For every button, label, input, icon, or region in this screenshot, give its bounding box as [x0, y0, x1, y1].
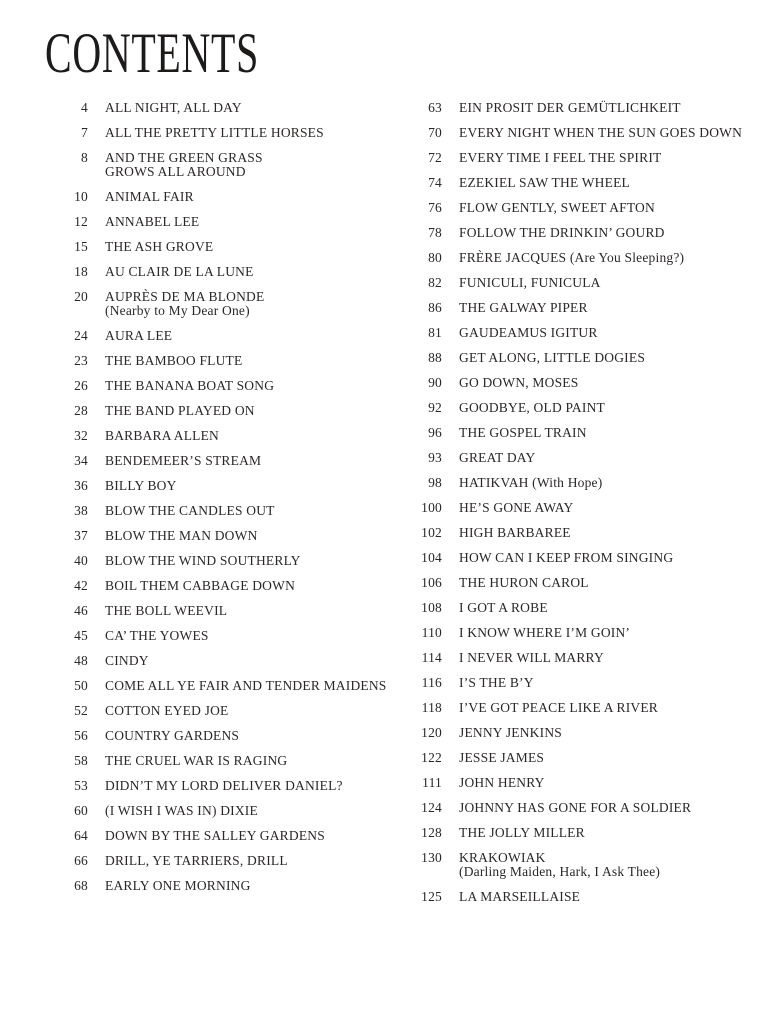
toc-page-number: 18 [74, 264, 88, 279]
toc-page-number: 74 [428, 175, 442, 190]
toc-page-number: 78 [428, 225, 442, 240]
toc-title-block [459, 601, 749, 615]
toc-song-title: BLOW THE WIND SOUTHERLY [105, 553, 301, 568]
toc-page-number: 48 [74, 653, 88, 668]
toc-title-block [105, 829, 395, 843]
toc-entry [399, 451, 749, 465]
toc-entry [399, 201, 749, 215]
toc-title-block [459, 551, 749, 565]
toc-song-title: DIDN’T MY LORD DELIVER DANIEL? [105, 778, 343, 793]
toc-title-block [459, 176, 749, 190]
toc-page-number: 116 [421, 675, 442, 690]
toc-page-number: 28 [74, 403, 88, 418]
toc-page-number: 100 [421, 500, 442, 515]
toc-song-title: DRILL, YE TARRIERS, DRILL [105, 853, 288, 868]
toc-page-number: 7 [81, 125, 88, 140]
toc-entry [45, 604, 395, 618]
toc-entry [399, 376, 749, 390]
toc-song-title: ANNABEL LEE [105, 214, 200, 229]
toc-entry [399, 851, 749, 879]
toc-title-block [459, 326, 749, 340]
toc-entry [45, 504, 395, 518]
toc-entry [399, 776, 749, 790]
toc-title-block [459, 476, 749, 490]
toc-title-block [105, 479, 395, 493]
toc-entry [399, 701, 749, 715]
toc-title-block [459, 276, 749, 290]
toc-title-block [105, 579, 395, 593]
toc-entry [399, 801, 749, 815]
toc-page-number: 70 [428, 125, 442, 140]
toc-title-block [105, 779, 395, 793]
toc-song-title: EVERY NIGHT WHEN THE SUN GOES DOWN [459, 125, 743, 140]
toc-entry [45, 151, 395, 179]
toc-entry [45, 704, 395, 718]
toc-page-number: 26 [74, 378, 88, 393]
toc-page-number: 58 [74, 753, 88, 768]
toc-song-title: AURA LEE [105, 328, 173, 343]
toc-page-number: 86 [428, 300, 442, 315]
toc-page-number: 93 [428, 450, 442, 465]
toc-song-title: HIGH BARBAREE [459, 525, 571, 540]
toc-entry [45, 215, 395, 229]
toc-title-block [105, 404, 395, 418]
toc-page-number: 82 [428, 275, 442, 290]
toc-song-title: LA MARSEILLAISE [459, 889, 581, 904]
toc-entry [399, 301, 749, 315]
toc-song-title: KRAKOWIAK [459, 850, 546, 865]
toc-title-block [105, 604, 395, 618]
toc-page-number: 66 [74, 853, 88, 868]
toc-song-title: THE HURON CAROL [459, 575, 589, 590]
toc-song-title: ALL NIGHT, ALL DAY [105, 100, 242, 115]
toc-page-number: 110 [421, 625, 442, 640]
toc-song-title: I GOT A ROBE [459, 600, 548, 615]
toc-song-title: JOHNNY HAS GONE FOR A SOLDIER [459, 800, 692, 815]
toc-title-block [459, 201, 749, 215]
toc-page-number: 124 [421, 800, 442, 815]
toc-song-title: GET ALONG, LITTLE DOGIES [459, 350, 646, 365]
toc-song-title: BOIL THEM CABBAGE DOWN [105, 578, 296, 593]
toc-page-number: 37 [74, 528, 88, 543]
toc-entry [45, 190, 395, 204]
toc-song-title: I NEVER WILL MARRY [459, 650, 604, 665]
toc-song-subtitle: (Nearby to My Dear One) [105, 303, 250, 318]
toc-page-number: 53 [74, 778, 88, 793]
toc-page-number: 40 [74, 553, 88, 568]
toc-page-number: 32 [74, 428, 88, 443]
toc-title-block [105, 854, 395, 868]
toc-song-title: EZEKIEL SAW THE WHEEL [459, 175, 630, 190]
toc-title-block [459, 451, 749, 465]
toc-song-title: COUNTRY GARDENS [105, 728, 240, 743]
toc-title-block [105, 454, 395, 468]
toc-entry [399, 151, 749, 165]
toc-page-number: 10 [74, 189, 88, 204]
toc-page-number: 106 [421, 575, 442, 590]
toc-song-title: HOW CAN I KEEP FROM SINGING [459, 550, 674, 565]
toc-song-title: CINDY [105, 653, 149, 668]
toc-page-number: 38 [74, 503, 88, 518]
toc-entry [45, 654, 395, 668]
toc-entry [45, 290, 395, 318]
toc-entry [399, 601, 749, 615]
toc-title-block [105, 290, 395, 318]
toc-page-number: 98 [428, 475, 442, 490]
toc-title-block [105, 429, 395, 443]
toc-page-number: 23 [74, 353, 88, 368]
toc-page-number: 42 [74, 578, 88, 593]
toc-title-block [459, 726, 749, 740]
toc-page-number: 56 [74, 728, 88, 743]
toc-title-block [105, 265, 395, 279]
toc-title-block [105, 704, 395, 718]
toc-entry [399, 226, 749, 240]
toc-entry [45, 779, 395, 793]
toc-page-number: 36 [74, 478, 88, 493]
toc-entry [399, 101, 749, 115]
toc-page-number: 64 [74, 828, 88, 843]
toc-title-block [105, 151, 395, 179]
toc-song-title: AU CLAIR DE LA LUNE [105, 264, 254, 279]
toc-title-block [105, 654, 395, 668]
toc-page-number: 63 [428, 100, 442, 115]
toc-song-title: THE ASH GROVE [105, 239, 214, 254]
toc-title-block [105, 804, 395, 818]
toc-title-block [459, 376, 749, 390]
toc-entry [45, 454, 395, 468]
toc-title-block [459, 501, 749, 515]
toc-column-left [45, 101, 395, 904]
toc-entry [399, 126, 749, 140]
toc-page-number: 20 [74, 289, 88, 304]
toc-entry [399, 276, 749, 290]
toc-entry [45, 379, 395, 393]
toc-title-block [105, 729, 395, 743]
toc-entry [399, 501, 749, 515]
toc-entry [45, 879, 395, 893]
toc-page-number: 80 [428, 250, 442, 265]
toc-entry [45, 354, 395, 368]
toc-entry [399, 826, 749, 840]
toc-song-title: ALL THE PRETTY LITTLE HORSES [105, 125, 324, 140]
toc-song-title: THE BOLL WEEVIL [105, 603, 228, 618]
toc-entry [399, 476, 749, 490]
toc-entry [45, 529, 395, 543]
toc-title-block [459, 526, 749, 540]
toc-song-title: GREAT DAY [459, 450, 536, 465]
toc-page-number: 90 [428, 375, 442, 390]
toc-title-block [105, 215, 395, 229]
toc-title-block [459, 626, 749, 640]
toc-song-title: FOLLOW THE DRINKIN’ GOURD [459, 225, 665, 240]
toc-entry [399, 551, 749, 565]
toc-title-block [459, 226, 749, 240]
toc-song-title: FRÈRE JACQUES (Are You Sleeping?) [459, 250, 685, 265]
toc-entry [45, 329, 395, 343]
toc-title-block [459, 890, 749, 904]
toc-song-title: FUNICULI, FUNICULA [459, 275, 601, 290]
toc-entry [399, 351, 749, 365]
toc-page-number: 104 [421, 550, 442, 565]
toc-song-title: AND THE GREEN GRASS [105, 150, 263, 165]
toc-song-subtitle: GROWS ALL AROUND [105, 164, 246, 179]
toc-page-number: 92 [428, 400, 442, 415]
toc-entry [399, 726, 749, 740]
toc-title-block [105, 504, 395, 518]
toc-entry [45, 554, 395, 568]
toc-song-title: ANIMAL FAIR [105, 189, 194, 204]
toc-title-block [459, 751, 749, 765]
toc-entry [45, 126, 395, 140]
toc-title-block [105, 529, 395, 543]
toc-song-title: JESSE JAMES [459, 750, 545, 765]
toc-page-number: 102 [421, 525, 442, 540]
toc-entry [399, 890, 749, 904]
toc-song-title: THE GOSPEL TRAIN [459, 425, 587, 440]
toc-page-number: 125 [421, 889, 442, 904]
toc-title-block [105, 354, 395, 368]
toc-entry [45, 265, 395, 279]
toc-song-title: EVERY TIME I FEEL THE SPIRIT [459, 150, 662, 165]
toc-entry [45, 240, 395, 254]
toc-entry [399, 326, 749, 340]
toc-title-block [105, 554, 395, 568]
toc-entry [45, 479, 395, 493]
toc-song-title: EARLY ONE MORNING [105, 878, 251, 893]
toc-entry [45, 854, 395, 868]
toc-entry [45, 101, 395, 115]
toc-column-right [399, 101, 749, 915]
toc-entry [45, 829, 395, 843]
toc-entry [45, 404, 395, 418]
toc-page-number: 4 [81, 100, 88, 115]
toc-song-title: CA’ THE YOWES [105, 628, 209, 643]
toc-song-title: I KNOW WHERE I’M GOIN’ [459, 625, 631, 640]
toc-title-block [459, 701, 749, 715]
toc-entry [399, 176, 749, 190]
toc-song-title: BILLY BOY [105, 478, 177, 493]
toc-song-title: I’VE GOT PEACE LIKE A RIVER [459, 700, 659, 715]
toc-title-block [459, 801, 749, 815]
toc-song-title: GOODBYE, OLD PAINT [459, 400, 605, 415]
toc-song-title: I’S THE B’Y [459, 675, 534, 690]
toc-title-block [105, 679, 395, 693]
toc-title-block [459, 301, 749, 315]
toc-page-number: 122 [421, 750, 442, 765]
toc-entry [45, 679, 395, 693]
toc-song-title: HATIKVAH (With Hope) [459, 475, 603, 490]
toc-song-title: THE BANANA BOAT SONG [105, 378, 275, 393]
toc-entry [399, 751, 749, 765]
toc-title-block [459, 651, 749, 665]
toc-song-title: COME ALL YE FAIR AND TENDER MAIDENS [105, 678, 387, 693]
toc-entry [399, 576, 749, 590]
toc-song-title: AUPRÈS DE MA BLONDE [105, 289, 265, 304]
toc-song-title: JOHN HENRY [459, 775, 545, 790]
toc-page-number: 76 [428, 200, 442, 215]
toc-song-title: GO DOWN, MOSES [459, 375, 579, 390]
toc-song-title: JENNY JENKINS [459, 725, 562, 740]
toc-song-title: FLOW GENTLY, SWEET AFTON [459, 200, 655, 215]
toc-title-block [459, 151, 749, 165]
toc-page-number: 12 [74, 214, 88, 229]
toc-song-title: THE GALWAY PIPER [459, 300, 588, 315]
toc-page-number: 45 [74, 628, 88, 643]
toc-page-number: 8 [81, 150, 88, 165]
toc-entry [399, 526, 749, 540]
toc-song-title: BENDEMEER’S STREAM [105, 453, 262, 468]
toc-page-number: 88 [428, 350, 442, 365]
toc-song-title: THE JOLLY MILLER [459, 825, 585, 840]
toc-entry [45, 754, 395, 768]
toc-title-block [105, 190, 395, 204]
toc-entry [399, 426, 749, 440]
toc-page-number: 46 [74, 603, 88, 618]
toc-title-block [459, 101, 749, 115]
toc-entry [45, 804, 395, 818]
toc-page-number: 24 [74, 328, 88, 343]
toc-song-subtitle: (Darling Maiden, Hark, I Ask Thee) [459, 864, 661, 879]
toc-title-block [105, 379, 395, 393]
toc-page-number: 130 [421, 850, 442, 865]
toc-title-block [105, 629, 395, 643]
toc-title-block [459, 401, 749, 415]
toc-song-title: GAUDEAMUS IGITUR [459, 325, 598, 340]
toc-page-number: 96 [428, 425, 442, 440]
toc-page-number: 118 [421, 700, 442, 715]
toc-title-block [459, 776, 749, 790]
toc-page-number: 15 [74, 239, 88, 254]
toc-song-title: BARBARA ALLEN [105, 428, 219, 443]
toc-entry [45, 579, 395, 593]
toc-title-block [105, 329, 395, 343]
toc-page-number: 52 [74, 703, 88, 718]
toc-title-block [459, 251, 749, 265]
toc-title-block [459, 851, 749, 879]
toc-page-number: 34 [74, 453, 88, 468]
toc-page-number: 120 [421, 725, 442, 740]
toc-entry [45, 729, 395, 743]
toc-entry [399, 251, 749, 265]
toc-title-block [105, 126, 395, 140]
toc-title-block [459, 826, 749, 840]
toc-song-title: THE BAMBOO FLUTE [105, 353, 243, 368]
toc-song-title: BLOW THE CANDLES OUT [105, 503, 275, 518]
toc-song-title: HE’S GONE AWAY [459, 500, 574, 515]
toc-title-block [459, 351, 749, 365]
toc-song-title: BLOW THE MAN DOWN [105, 528, 258, 543]
toc-song-title: THE BAND PLAYED ON [105, 403, 255, 418]
toc-title-block [105, 101, 395, 115]
toc-song-title: DOWN BY THE SALLEY GARDENS [105, 828, 325, 843]
toc-song-title: (I WISH I WAS IN) DIXIE [105, 803, 258, 818]
toc-title-block [105, 879, 395, 893]
toc-page-number: 72 [428, 150, 442, 165]
toc-page-number: 60 [74, 803, 88, 818]
toc-page-number: 128 [421, 825, 442, 840]
toc-title-block [459, 676, 749, 690]
toc-entry [45, 629, 395, 643]
toc-entry [399, 651, 749, 665]
toc-page-number: 108 [421, 600, 442, 615]
toc-song-title: COTTON EYED JOE [105, 703, 229, 718]
toc-title-block [459, 426, 749, 440]
toc-song-title: EIN PROSIT DER GEMÜTLICHKEIT [459, 100, 681, 115]
toc-entry [45, 429, 395, 443]
toc-entry [399, 676, 749, 690]
toc-title-block [459, 126, 749, 140]
toc-title-block [105, 240, 395, 254]
toc-entry [399, 626, 749, 640]
toc-title-block [105, 754, 395, 768]
page-title: CONTENTS [45, 22, 259, 85]
toc-page-number: 114 [421, 650, 442, 665]
toc-page-number: 68 [74, 878, 88, 893]
toc-page-number: 50 [74, 678, 88, 693]
toc-entry [399, 401, 749, 415]
toc-song-title: THE CRUEL WAR IS RAGING [105, 753, 288, 768]
toc-page-number: 111 [422, 775, 442, 790]
toc-page-number: 81 [428, 325, 442, 340]
toc-title-block [459, 576, 749, 590]
